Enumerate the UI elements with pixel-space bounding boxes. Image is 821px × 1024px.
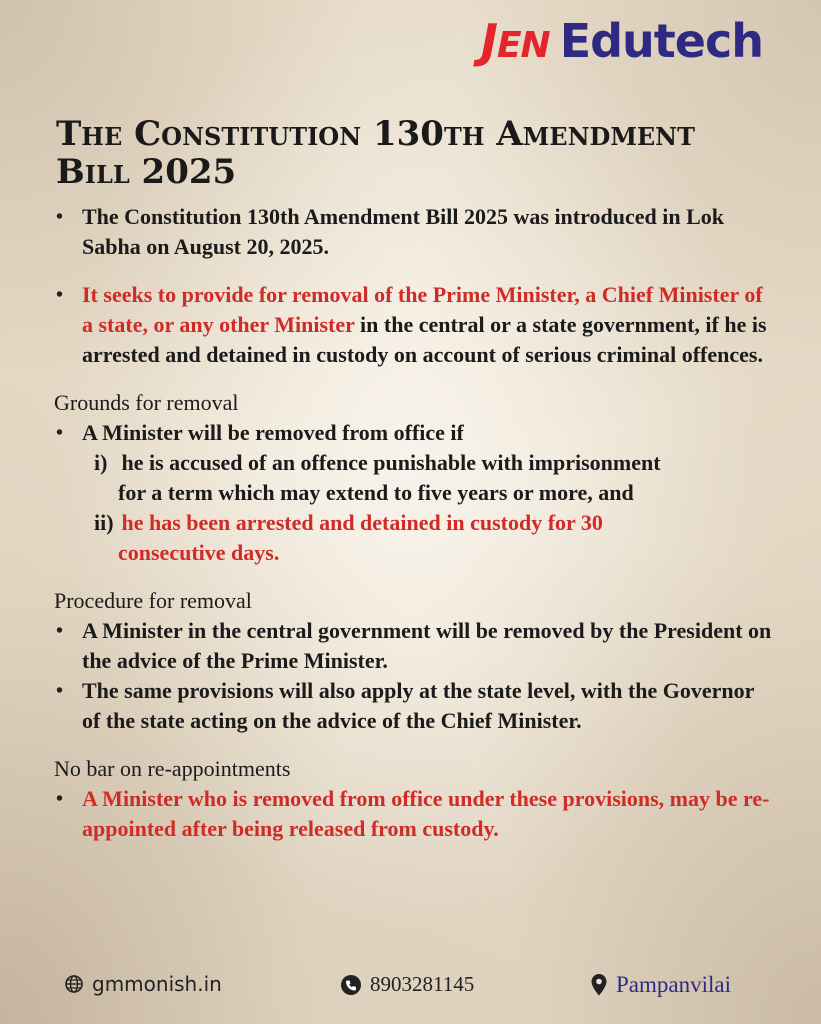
location-pin-icon (590, 973, 608, 997)
footer-phone[interactable] (340, 972, 474, 997)
sub-item-1: i) he is accused of an offence punishable with imprisonment (94, 450, 661, 475)
grounds-list (54, 418, 774, 448)
list-item: • A Minister will be removed from office if (54, 418, 774, 448)
logo-edutech: Edutech (559, 14, 763, 68)
footer-website[interactable] (64, 972, 222, 996)
footer (0, 968, 821, 1008)
reappointment-list (54, 784, 774, 844)
sub-item-2-cont: consecutive days. (118, 540, 280, 565)
list-item: • The Constitution 130th Amendment Bill 2025 was introduced in Lok Sabha on August 20, 2025. (54, 202, 774, 262)
main-content (54, 202, 774, 844)
sub-item-2: ii) he has been arrested and detained in custody for 30 (94, 510, 603, 535)
intro-list (54, 202, 774, 370)
brand-logo (480, 14, 763, 68)
page-title: The Constitution 130th Amendment Bill 2025 (56, 114, 695, 192)
footer-location[interactable] (590, 972, 731, 998)
section-heading-procedure: Procedure for removal (54, 588, 252, 613)
procedure-list (54, 616, 774, 736)
section-heading-grounds: Grounds for removal (54, 390, 239, 415)
location-text: Pampanvilai (616, 972, 731, 997)
highlight-text: It seeks to provide for removal of the Prime Minister, a Chief Minister of a state, or any other Minister (82, 282, 763, 337)
globe-icon (64, 974, 84, 994)
list-item: • The same provisions will also apply at the state level, with the Governor of the state acting on the advice of the Chief Minister. (54, 676, 774, 736)
list-item: • A Minister who is removed from office under these provisions, may be re-appointed after being released from custody. (54, 784, 774, 844)
list-item: • It seeks to provide for removal of the Prime Minister, a Chief Minister of a state, or any other Minister in the central or a state government, if he is arrested and detained in custody on account of serious criminal offences. (54, 280, 774, 370)
sub-item-1-cont: for a term which may extend to five years or more, and (118, 480, 634, 505)
phone-icon (340, 974, 362, 996)
phone-text: 8903281145 (370, 972, 475, 996)
logo-jen: JEN (480, 14, 550, 68)
list-item: • A Minister in the central government will be removed by the President on the advice of the Prime Minister. (54, 616, 774, 676)
website-text: gmmonish.in (92, 972, 222, 996)
section-heading-reappointment: No bar on re-appointments (54, 756, 291, 781)
